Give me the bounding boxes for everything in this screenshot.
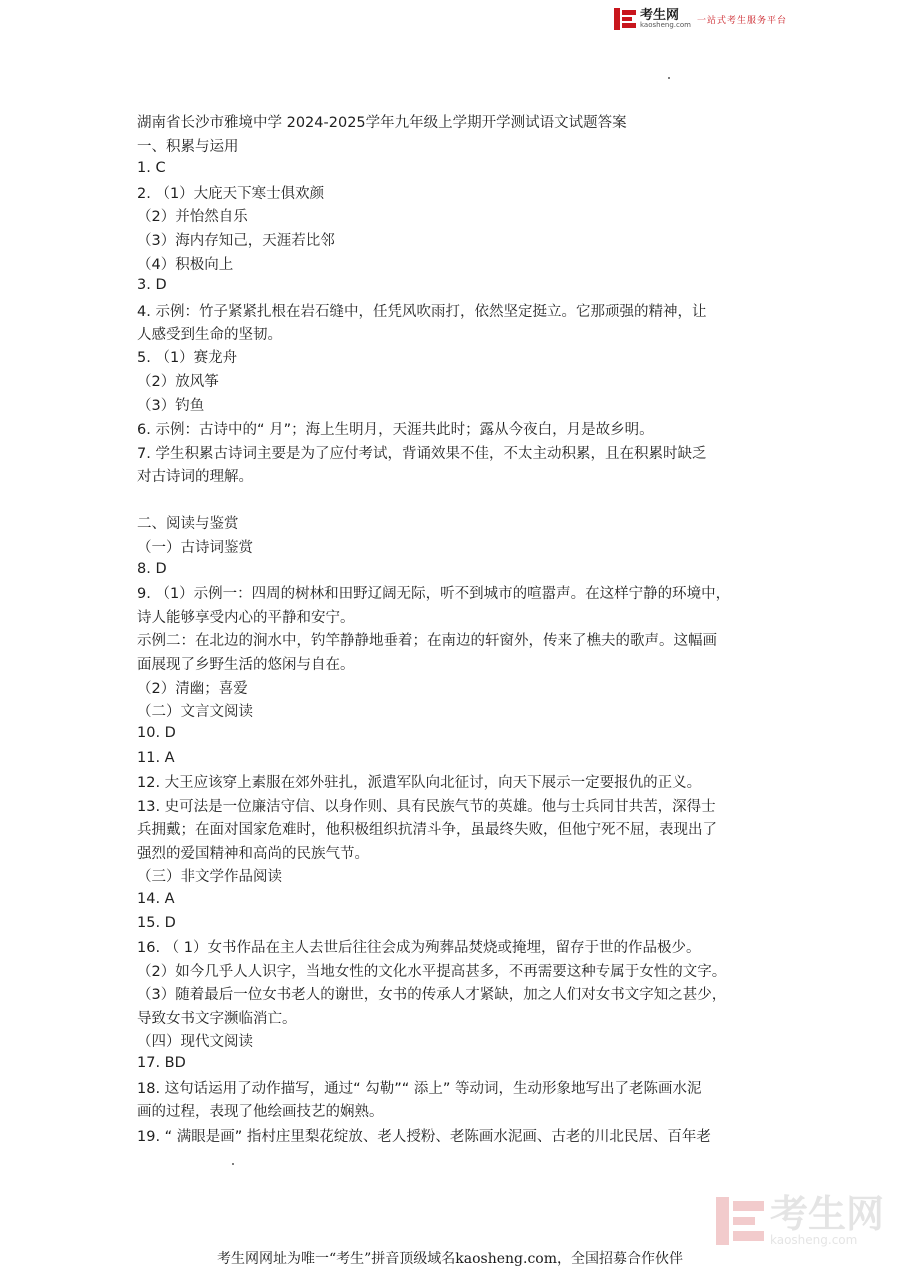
answer-line: 示例二：在北边的涧水中，钓竿静静地垂着；在南边的轩窗外，传来了樵夫的歌声。这幅画 [137, 633, 717, 649]
answer-line: 12. 大王应该穿上素服在郊外驻扎，派遣军队向北征讨，向天下展示一定要报仇的正义。 [137, 775, 702, 791]
answer-line: 6. 示例：古诗中的“ 月”；海上生明月，天涯共此时；露从今夜白，月是故乡明。 [137, 422, 654, 438]
answer-line: 19. “ 满眼是画” 指村庄里梨花绽放、老人授粉、老陈画水泥画、古老的川北民居、百年老 [137, 1129, 711, 1145]
answer-line: （3）随着最后一位女书老人的谢世，女书的传承人才紧缺，加之人们对女书文字知之甚少， [137, 987, 727, 1003]
header-logo[interactable] [614, 6, 787, 32]
answer-line: 1. C [137, 160, 166, 176]
brand-name: 考生网 [640, 8, 680, 23]
answer-line: 16. （ 1）女书作品在主人去世后往往会成为殉葬品焚烧或掩埋，留存于世的作品极少。 [137, 940, 701, 956]
section-heading: 一、积累与运用 [137, 139, 239, 155]
subsection-heading: （二）文言文阅读 [137, 704, 253, 720]
answer-line: 3. D [137, 277, 167, 293]
answer-line: 4. 示例：竹子紧紧扎根在岩石缝中，任凭风吹雨打，依然坚定挺立。它那顽强的精神，让 [137, 304, 707, 320]
brand-domain: kaosheng.com [640, 21, 691, 29]
watermark-logo [716, 1192, 885, 1247]
scan-dot [668, 77, 670, 79]
subsection-heading: （三）非文学作品阅读 [137, 869, 282, 885]
answer-line: 兵拥戴；在面对国家危难时，他积极组织抗清斗争，虽最终失败，但他宁死不屈，表现出了 [137, 822, 717, 838]
answer-line: 13. 史可法是一位廉洁守信、以身作则、具有民族气节的英雄。他与士兵同甘共苦，深得士 [137, 799, 716, 815]
brand-logo-icon [614, 8, 636, 30]
answer-line: 人感受到生命的坚韧。 [137, 327, 282, 343]
watermark-logo-icon [716, 1197, 764, 1245]
section-heading: 二、阅读与鉴赏 [137, 516, 239, 532]
answer-line: （4）积极向上 [137, 257, 234, 273]
answer-line: 导致女书文字濒临消亡。 [137, 1011, 297, 1027]
answer-line: 17. BD [137, 1055, 186, 1071]
answer-line: 14. A [137, 891, 175, 907]
answer-line: 8. D [137, 561, 167, 577]
answer-line: 7. 学生积累古诗词主要是为了应付考试，背诵效果不佳，不太主动积累，且在积累时缺乏 [137, 446, 707, 462]
answer-line: 5. （1）赛龙舟 [137, 350, 238, 366]
answer-line: 画的过程，表现了他绘画技艺的娴熟。 [137, 1104, 384, 1120]
page-footer: 考生网网址为唯一“考生”拼音顶级域名kaosheng.com，全国招募合作伙伴 [216, 1251, 684, 1267]
answer-line: 18. 这句话运用了动作描写，通过“ 勾勒”“ 添上” 等动词，生动形象地写出了老陈画水泥 [137, 1081, 702, 1097]
answer-line: （2）并怡然自乐 [137, 209, 248, 225]
answer-line: 对古诗词的理解。 [137, 469, 253, 485]
answer-line: 诗人能够享受内心的平静和安宁。 [137, 610, 355, 626]
watermark-wordmark [770, 1192, 885, 1247]
answer-line: （3）海内存知己，天涯若比邻 [137, 233, 335, 249]
watermark-domain: kaosheng.com [770, 1233, 858, 1247]
scan-dot [232, 1163, 234, 1165]
subsection-heading: （一）古诗词鉴赏 [137, 540, 253, 556]
answer-line: （3）钓鱼 [137, 398, 205, 414]
answer-line: （2）放风筝 [137, 374, 219, 390]
answer-line: 15. D [137, 915, 176, 931]
watermark-brand-name: 考生网 [770, 1192, 885, 1236]
document-title: 湖南省长沙市雅境中学 2024-2025学年九年级上学期开学测试语文试题答案 [137, 115, 627, 131]
answer-line: 面展现了乡野生活的悠闲与自在。 [137, 657, 355, 673]
answer-line: 10. D [137, 725, 176, 741]
brand-slogan: 一站式考生服务平台 [696, 15, 787, 26]
subsection-heading: （四）现代文阅读 [137, 1034, 253, 1050]
answer-line: 11. A [137, 750, 175, 766]
answer-line: 强烈的爱国精神和高尚的民族气节。 [137, 846, 369, 862]
answer-line: （2）如今几乎人人识字，当地女性的文化水平提高甚多，不再需要这种专属于女性的文字。 [137, 964, 727, 980]
answer-line: 9. （1）示例一：四周的树林和田野辽阔无际，听不到城市的喧嚣声。在这样宁静的环境中， [137, 586, 731, 602]
brand-wordmark [640, 9, 691, 29]
answer-line: （2）清幽；喜爱 [137, 681, 248, 697]
answer-line: 2. （1）大庇天下寒士俱欢颜 [137, 186, 325, 202]
